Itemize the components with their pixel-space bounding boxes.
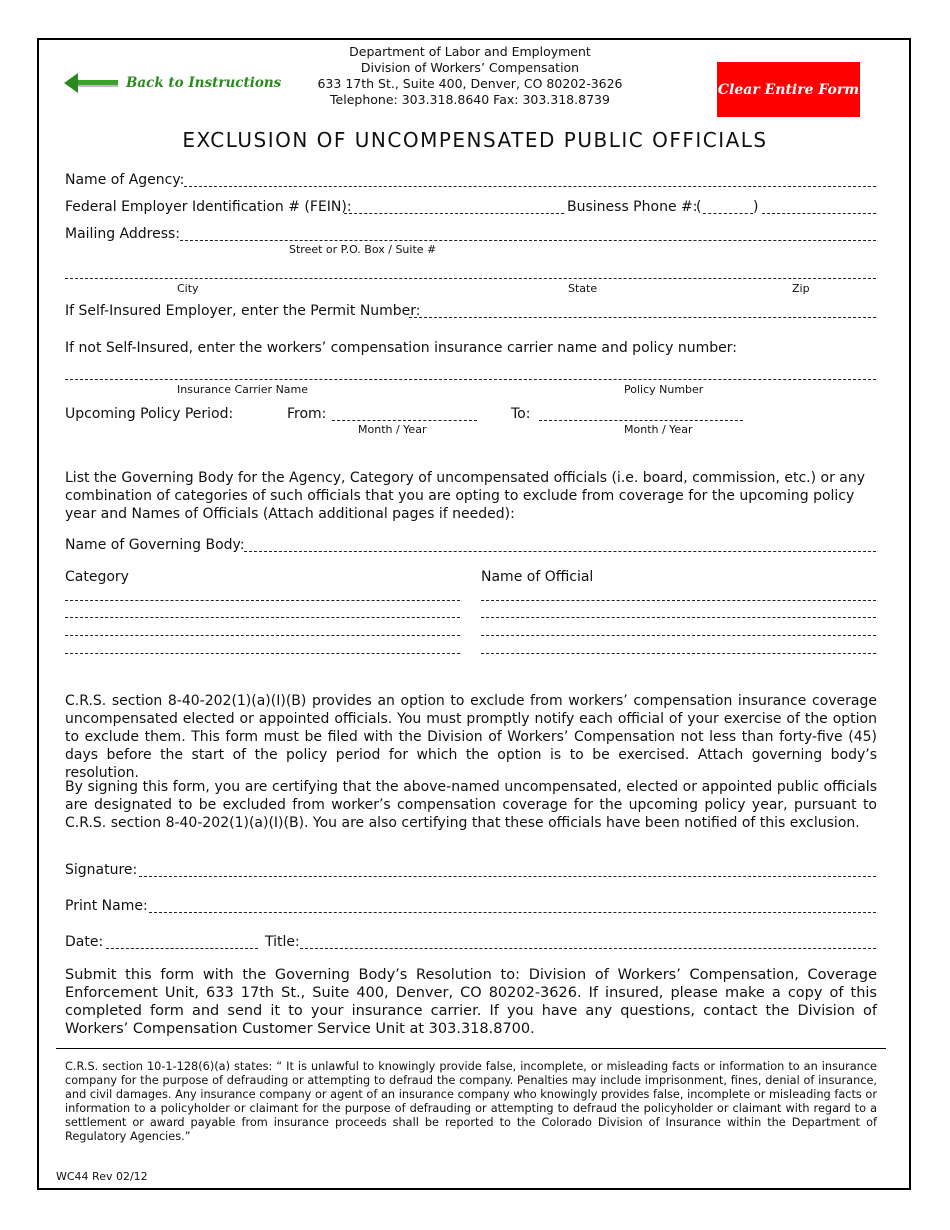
title-input[interactable] (300, 948, 876, 949)
agency-label: Name of Agency: (65, 172, 185, 188)
header-line: Division of Workers’ Compensation (360, 60, 580, 75)
official-input[interactable] (481, 617, 876, 618)
mailing-label: Mailing Address: (65, 226, 181, 242)
header-line: 633 17th St., Suite 400, Denver, CO 80202-3626 (317, 76, 623, 91)
fein-label: Federal Employer Identification # (FEIN): (65, 199, 352, 215)
form-number: WC44 Rev 02/12 (56, 1170, 148, 1183)
left-arrow-icon (64, 72, 120, 94)
page-title: EXCLUSION OF UNCOMPENSATED PUBLIC OFFICIALS (182, 128, 768, 152)
permit-input[interactable] (409, 317, 876, 318)
phone-paren-close: ) (753, 199, 759, 215)
header-line: Department of Labor and Employment (349, 44, 591, 59)
carrier-policy-input[interactable] (65, 379, 876, 380)
governing-body-label: Name of Governing Body: (65, 537, 245, 553)
street-sublabel: Street or P.O. Box / Suite # (289, 243, 437, 256)
to-label: To: (511, 406, 531, 422)
from-label: From: (287, 406, 327, 422)
from-input[interactable] (332, 420, 477, 421)
street-input[interactable] (180, 240, 876, 241)
clear-form-button[interactable]: Clear Entire Form (717, 62, 860, 117)
back-link-label: Back to Instructions (126, 75, 282, 91)
period-label: Upcoming Policy Period: (65, 406, 234, 422)
signature-input[interactable] (139, 876, 876, 877)
official-header: Name of Official (481, 569, 594, 585)
category-header: Category (65, 569, 129, 585)
carrier-prompt: If not Self-Insured, enter the workers’ compensation insurance carrier name and policy number: (65, 340, 737, 356)
phone-label: Business Phone #: (567, 199, 698, 215)
official-input[interactable] (481, 635, 876, 636)
permit-label: If Self-Insured Employer, enter the Permit Number: (65, 303, 421, 319)
city-state-zip-input[interactable] (65, 278, 876, 279)
policy-sublabel: Policy Number (624, 383, 704, 396)
state-sublabel: State (568, 282, 598, 295)
phone-paren-open: ( (696, 199, 702, 215)
official-input[interactable] (481, 653, 876, 654)
official-input[interactable] (481, 600, 876, 601)
to-sublabel: Month / Year (624, 423, 693, 436)
footer-divider (56, 1048, 886, 1049)
category-input[interactable] (65, 635, 460, 636)
crs-paragraph: C.R.S. section 8-40-202(1)(a)(I)(B) provides an option to exclude from workers’ compensation insurance coverage uncompensated elected or appointed officials. You must promptly notify each official of your exercise of the option to exclude them. This form must be filed with the Division of Workers’ Compensation not less than forty-five (45) days before the start of the policy period for which the option is to be exercised. Attach governing body’s resolution. (65, 693, 877, 781)
signature-label: Signature: (65, 862, 138, 878)
phone-input[interactable] (762, 213, 876, 214)
from-sublabel: Month / Year (358, 423, 427, 436)
submit-paragraph: Submit this form with the Governing Body’s Resolution to: Division of Workers’ Compensation, Coverage Enforcement Unit, 633 17th St., Suite 400, Denver, CO 80202-3626. If insured, please make a copy of this completed form and send it to your insurance carrier. If you have any questions, contact the Division of Workers’ Compensation Customer Service Unit at 303.318.8700. (65, 967, 877, 1037)
area-code-input[interactable] (703, 213, 753, 214)
city-sublabel: City (177, 282, 199, 295)
print-name-label: Print Name: (65, 898, 148, 914)
carrier-sublabel: Insurance Carrier Name (177, 383, 309, 396)
date-input[interactable] (106, 948, 258, 949)
category-input[interactable] (65, 600, 460, 601)
category-input[interactable] (65, 617, 460, 618)
header-line: Telephone: 303.318.8640 Fax: 303.318.8739 (330, 92, 610, 107)
governing-body-input[interactable] (244, 551, 876, 552)
to-input[interactable] (539, 420, 743, 421)
list-instructions: List the Governing Body for the Agency, Category of uncompensated officials (i.e. board, commission, etc.) or any combination of categories of such officials that you are opting to exclude from coverage for the upcoming policy year and Names of Officials (Attach additional pages if needed): (65, 470, 866, 522)
print-name-input[interactable] (149, 912, 876, 913)
agency-header (300, 44, 640, 108)
certify-paragraph: By signing this form, you are certifying that the above-named uncompensated, elected or appointed public officials are designated to be excluded from worker’s compensation coverage for the upcoming policy year, pursuant to C.R.S. section 8-40-202(1)(a)(I)(B). You are also certifying that these officials have been notified of this exclusion. (65, 779, 877, 831)
title-label: Title: (265, 934, 300, 950)
back-to-instructions-link[interactable] (64, 72, 281, 94)
agency-input[interactable] (184, 186, 876, 187)
category-input[interactable] (65, 653, 460, 654)
zip-sublabel: Zip (792, 282, 810, 295)
fraud-footnote: C.R.S. section 10-1-128(6)(a) states: “ It is unlawful to knowingly provide false, incomplete, or misleading facts or information to an insurance company for the purpose of defrauding or attempting to defraud the company. Penalties may include imprisonment, fines, denial of insurance, and civil damages. Any insurance company or agent of an insurance company who knowingly provides false, incomplete or misleading facts or information to a policyholder or claimant for the purpose of defrauding or attempting to defraud the policyholder or claimant with regard to a settlement or award payable from insurance proceeds shall be reported to the Colorado Division of Insurance within the Department of Regulatory Agencies.” (65, 1060, 877, 1143)
date-label: Date: (65, 934, 104, 950)
fein-input[interactable] (344, 213, 564, 214)
